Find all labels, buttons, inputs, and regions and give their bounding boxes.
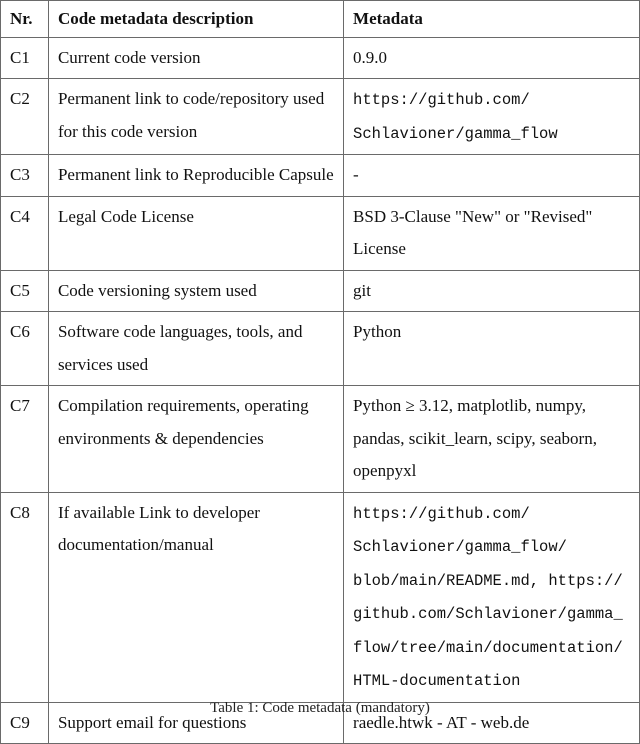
table-row bbox=[1, 270, 640, 312]
header-description: Code metadata description bbox=[48, 1, 343, 38]
table-row bbox=[1, 312, 640, 386]
table-row bbox=[1, 196, 640, 270]
row-description: Permanent link to Reproducible Capsule bbox=[48, 155, 343, 197]
row-description: Legal Code License bbox=[48, 196, 343, 270]
repository-link[interactable]: https://github.com/ Schlavioner/gamma_flow bbox=[353, 91, 558, 143]
row-metadata: BSD 3-Clause "New" or "Revised" License bbox=[344, 196, 640, 270]
row-nr: C4 bbox=[1, 196, 49, 270]
row-description: Support email for questions bbox=[48, 702, 343, 744]
row-nr: C8 bbox=[1, 492, 49, 702]
row-nr: C6 bbox=[1, 312, 49, 386]
row-nr: C1 bbox=[1, 37, 49, 79]
row-nr: C3 bbox=[1, 155, 49, 197]
row-metadata: Python bbox=[344, 312, 640, 386]
row-metadata-link[interactable] bbox=[344, 79, 640, 155]
table-row bbox=[1, 155, 640, 197]
row-description: Permanent link to code/repository used for this code version bbox=[48, 79, 343, 155]
row-metadata-email: raedle.htwk - AT - web.de bbox=[344, 702, 640, 744]
table-header-row bbox=[1, 1, 640, 38]
header-nr: Nr. bbox=[1, 1, 49, 38]
row-description: If available Link to developer documentation/manual bbox=[48, 492, 343, 702]
row-metadata-link[interactable] bbox=[344, 492, 640, 702]
documentation-link[interactable]: https://github.com/ Schlavioner/gamma_flow/ blob/main/README.md, https:// github.com/Schlavioner/gamma_ flow/tree/main/documentation/ HTML-documentation bbox=[353, 504, 623, 690]
header-metadata: Metadata bbox=[344, 1, 640, 38]
row-description: Compilation requirements, operating environments & dependencies bbox=[48, 386, 343, 493]
table-row bbox=[1, 492, 640, 702]
table-row bbox=[1, 79, 640, 155]
row-nr: C5 bbox=[1, 270, 49, 312]
row-nr: C7 bbox=[1, 386, 49, 493]
table-row bbox=[1, 386, 640, 493]
row-metadata: - bbox=[344, 155, 640, 197]
row-description: Software code languages, tools, and services used bbox=[48, 312, 343, 386]
table-row bbox=[1, 37, 640, 79]
row-nr: C9 bbox=[1, 702, 49, 744]
row-metadata: 0.9.0 bbox=[344, 37, 640, 79]
row-nr: C2 bbox=[1, 79, 49, 155]
row-metadata: Python ≥ 3.12, matplotlib, numpy, pandas, scikit_learn, scipy, seaborn, openpyxl bbox=[344, 386, 640, 493]
row-description: Code versioning system used bbox=[48, 270, 343, 312]
table-caption: Table 1: Code metadata (mandatory) bbox=[210, 700, 430, 716]
row-metadata: git bbox=[344, 270, 640, 312]
row-description: Current code version bbox=[48, 37, 343, 79]
